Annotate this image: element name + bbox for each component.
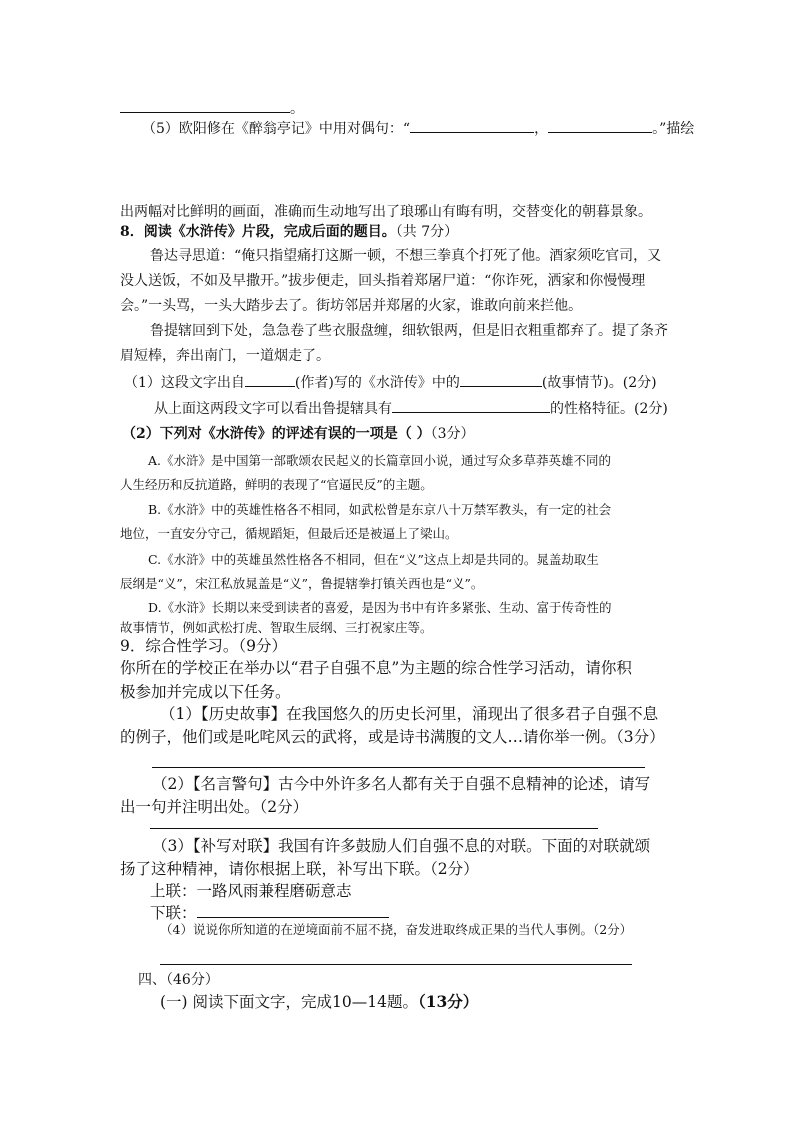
q8-1-second-line: 从上面这两段文字可以看出鲁提辖具有 的性格特征。(2分) <box>154 398 668 419</box>
passage-line: 鲁提辖回到下处，急急卷了些衣服盘缠，细软银两，但是旧衣粗重都弃了。提了条齐 <box>150 323 668 339</box>
trait-blank[interactable] <box>392 398 550 413</box>
option-c: C.《水浒》中的英雄虽然性格各不相同，但在“义”这点上却是共同的。晁盖劫取生 <box>148 552 599 567</box>
option-d: D.《水浒》长期以来受到读者的喜爱，是因为书中有许多紧张、生动、富于传奇性的 <box>148 600 612 615</box>
option-a: 人生经历和反抗道路，鲜明的表现了“官逼民反”的主题。 <box>120 477 433 492</box>
option-d: 故事情节，例如武松打虎、智取生辰纲、三打祝家庄等。 <box>120 620 433 635</box>
option-c: 辰纲是“义”，宋江私放晁盖是“义”，鲁提辖拳打镇关西也是“义”。 <box>120 576 484 591</box>
section-4-heading: 四、（46分） <box>138 972 219 988</box>
option-b: 地位，一直安分守己，循规蹈矩，但最后还是被逼上了梁山。 <box>120 526 458 541</box>
couplet-upper: 上联：一路风雨兼程磨砺意志 <box>150 882 352 900</box>
couplet-blank[interactable] <box>197 903 389 918</box>
q8-2-title: （2）下列对《水浒传》的评述有误的一项是（ ）（3分） <box>122 426 475 442</box>
section-4-1-heading: (一) 阅读下面文字，完成10—14题。（13分） <box>160 992 479 1011</box>
passage-line: 眉短棒，奔出南门，一道烟走了。 <box>120 348 330 364</box>
answer-line[interactable] <box>150 828 598 829</box>
q8-title: 8．阅读《水浒传》片段，完成后面的题目。（共 7分） <box>120 224 459 240</box>
q8-1-line: （1）这段文字出自 (作者)写的《水浒传》中的 (故事情节)。(2分) <box>124 372 657 393</box>
author-blank[interactable] <box>245 372 295 387</box>
answer-blank[interactable] <box>548 118 652 133</box>
passage-line: 鲁达寻思道：“俺只指望痛打这厮一顿，不想三拳真个打死了他。酒家须吃官司，又 <box>150 248 662 264</box>
q9-intro: 你所在的学校正在举办以“君子自强不息”为主题的综合性学习活动，请你积 <box>120 659 632 677</box>
q9-2: （2）【名言警句】古今中外许多名人都有关于自强不息精神的论述，请写 <box>152 775 651 793</box>
answer-line[interactable] <box>152 767 645 768</box>
blank-line-1: 。 <box>120 98 304 119</box>
q9-3: 扬了这种精神，请你根据上联，补写出下联。（2分） <box>120 860 479 878</box>
q9-intro: 极参加并完成以下任务。 <box>120 683 291 701</box>
q7-5-line: （5）欧阳修在《醉翁亭记》中用对偶句：“ ， 。”描绘 <box>142 118 694 139</box>
couplet-lower: 下联： <box>150 901 389 925</box>
q9-4: （4）说说你所知道的在逆境面前不屈不挠，奋发进取终成正果的当代人事例。（2分） <box>160 922 633 937</box>
plot-blank[interactable] <box>460 372 542 387</box>
answer-line[interactable] <box>160 964 632 965</box>
passage-line: 会。”一头骂，一头大踏步去了。街坊邻居并郑屠的火家，谁敢向前来拦他。 <box>120 298 583 314</box>
q9-1: （1）【历史故事】在我国悠久的历史长河里，涌现出了很多君子自强不息 <box>160 705 659 723</box>
q9-2: 出一句并注明出处。（2分） <box>120 798 309 816</box>
q7-5-continued: 出两幅对比鲜明的画面，准确而生动地写出了琅琊山有晦有明，交替变化的朝暮景象。 <box>120 204 652 220</box>
q9-1: 的例子，他们或是叱咤风云的武将，或是诗书满腹的文人…请你举一例。（3分） <box>120 728 665 746</box>
option-a: A.《水浒》是中国第一部歌颂农民起义的长篇章回小说，通过写众多草莽英雄不同的 <box>148 453 612 468</box>
q9-title: 9．综合性学习。（9分） <box>120 637 287 655</box>
answer-blank[interactable] <box>410 118 534 133</box>
passage-line: 没人送饭，不如及早撒开。”拔步便走，回头指着郑屠尸道：“你诈死，洒家和你慢慢理 <box>120 273 646 289</box>
answer-blank[interactable] <box>120 98 290 113</box>
q9-3: （3）【补写对联】我国有许多鼓励人们自强不息的对联。下面的对联就颂 <box>152 837 651 855</box>
option-b: B.《水浒》中的英雄性格各不相同，如武松曾是东京八十万禁军教头，有一定的社会 <box>148 502 612 517</box>
